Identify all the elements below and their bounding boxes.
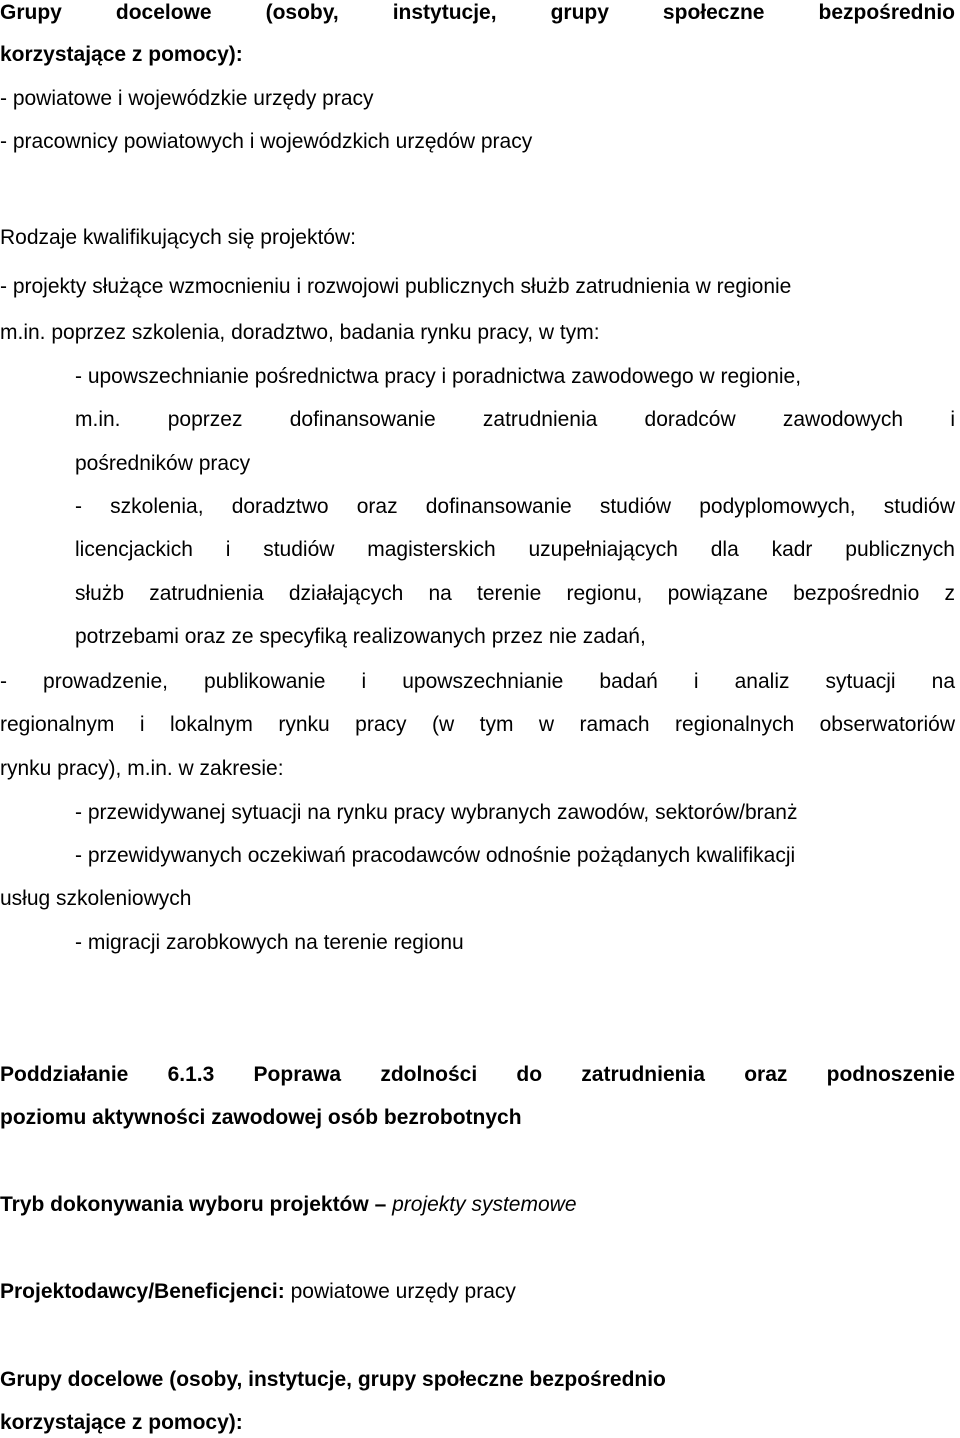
sub-item2-line4: potrzebami oraz ze specyfiką realizowanych przez nie zadań, xyxy=(75,625,646,648)
sub-item2-line3: służb zatrudnienia działających na terenie regionu, powiązane bezpośrednio z xyxy=(75,582,955,605)
sub-item1-line3: pośredników pracy xyxy=(75,452,251,475)
project-type-item2-line2: regionalnym i lokalnym rynku pracy (w tym w ramach regionalnych obserwatoriów xyxy=(0,713,955,736)
sub-item5: - migracji zarobkowych na terenie regionu xyxy=(75,931,464,954)
target-group-item: - powiatowe i wojewódzkie urzędy pracy xyxy=(0,87,374,110)
sub-item3: - przewidywanej sytuacji na rynku pracy wybranych zawodów, sektorów/branż xyxy=(75,801,798,824)
sub-item1-line1: - upowszechnianie pośrednictwa pracy i poradnictwa zawodowego w regionie, xyxy=(75,365,802,388)
final-heading-line1: Grupy docelowe (osoby, instytucje, grupy społeczne bezpośrednio xyxy=(0,1368,666,1391)
selection-mode-value: projekty systemowe xyxy=(392,1193,577,1216)
sub-item4-line2: usług szkoleniowych xyxy=(0,887,192,910)
subaction-title-line1: Poddziałanie 6.1.3 Poprawa zdolności do zatrudnienia oraz podnoszenie xyxy=(0,1063,955,1086)
selection-mode-label: Tryb dokonywania wyboru projektów xyxy=(0,1193,369,1216)
sub-item4-line1: - przewidywanych oczekiwań pracodawców odnośnie pożądanych kwalifikacji xyxy=(75,844,796,867)
selection-mode-row xyxy=(0,1192,577,1218)
target-group-item: - pracownicy powiatowych i wojewódzkich urzędów pracy xyxy=(0,130,533,153)
project-type-item2-line1: - prowadzenie, publikowanie i upowszechnianie badań i analiz sytuacji na xyxy=(0,670,955,693)
project-types-heading: Rodzaje kwalifikujących się projektów: xyxy=(0,226,356,249)
target-groups-heading-line2: korzystające z pomocy): xyxy=(0,43,243,66)
project-type-item1-line1: - projekty służące wzmocnieniu i rozwojowi publicznych służb zatrudnienia w regionie xyxy=(0,275,792,298)
beneficiaries-value: powiatowe urzędy pracy xyxy=(290,1280,516,1303)
target-groups-heading-line1: Grupy docelowe (osoby, instytucje, grupy społeczne bezpośrednio xyxy=(0,1,955,24)
sub-item2-line2: licencjackich i studiów magisterskich uzupełniających dla kadr publicznych xyxy=(75,538,955,561)
sub-item1-line2: m.in. poprzez dofinansowanie zatrudnienia doradców zawodowych i xyxy=(75,408,955,431)
project-type-item1-line2: m.in. poprzez szkolenia, doradztwo, badania rynku pracy, w tym: xyxy=(0,321,600,344)
sub-item2-line1: - szkolenia, doradztwo oraz dofinansowanie studiów podyplomowych, studiów xyxy=(75,495,955,518)
project-type-item2-line3: rynku pracy), m.in. w zakresie: xyxy=(0,757,284,780)
beneficiaries-label: Projektodawcy/Beneficjenci: xyxy=(0,1280,285,1303)
beneficiaries-row xyxy=(0,1279,516,1305)
subaction-title-line2: poziomu aktywności zawodowej osób bezrobotnych xyxy=(0,1106,522,1129)
selection-mode-dash: – xyxy=(374,1193,387,1216)
final-heading-line2: korzystające z pomocy): xyxy=(0,1411,243,1434)
